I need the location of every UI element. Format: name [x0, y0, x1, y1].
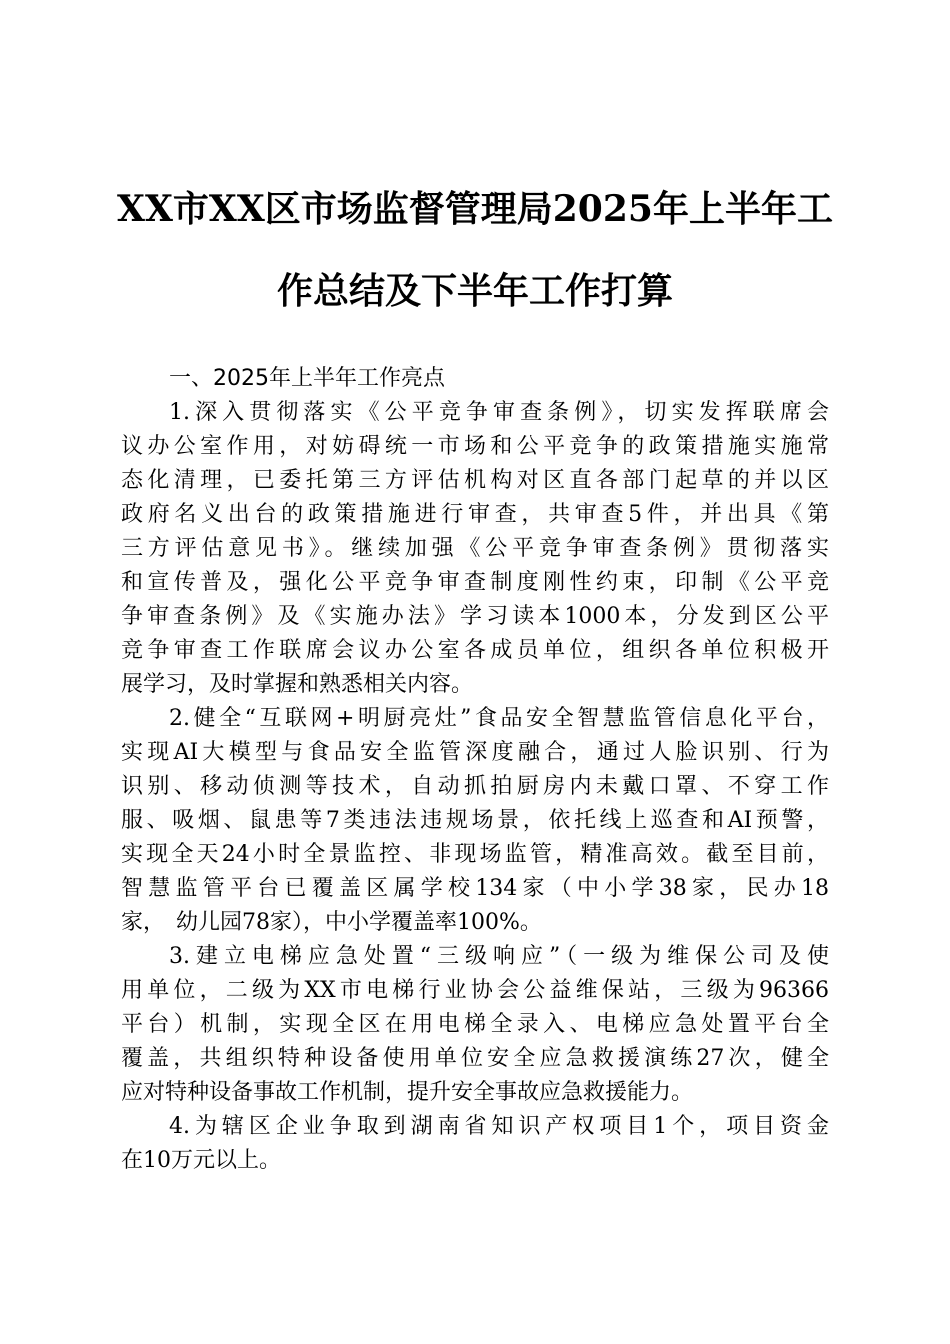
paragraph-1 [121, 396, 829, 702]
document-body [121, 362, 829, 1178]
paragraph-line: 家， 幼儿园78家），中小学覆盖率100%。 [121, 910, 542, 935]
paragraph-line: 竞争审查工作联席会议办公室各成员单位，组织各单位积极开 [121, 638, 829, 663]
paragraph-line: 和宣传普及，强化公平竞争审查制度刚性约束，印制《公平竞 [121, 570, 829, 595]
paragraph-line: 争审查条例》及《实施办法》学习读本1000本，分发到区公平 [121, 604, 829, 629]
paragraph-line: 识别、移动侦测等技术，自动抓拍厨房内未戴口罩、不穿工作 [121, 774, 829, 799]
section-heading: 一、2025年上半年工作亮点 [169, 366, 445, 391]
paragraph-line: 态化清理，已委托第三方评估机构对区直各部门起草的并以区 [121, 468, 829, 493]
paragraph-line: 用单位，二级为XX市电梯行业协会公益维保站，三级为96366 [121, 978, 829, 1003]
paragraph-line: 展学习，及时掌握和熟悉相关内容。 [121, 672, 474, 697]
paragraph-line: 应对特种设备事故工作机制，提升安全事故应急救援能力。 [121, 1080, 694, 1105]
paragraph-line: 智慧监管平台已覆盖区属学校134家（中小学38家，民办18 [121, 876, 829, 901]
paragraph-2 [121, 702, 829, 940]
title-line-2: 作总结及下半年工作打算 [276, 270, 673, 312]
paragraph-3 [121, 940, 829, 1110]
paragraph-line: 实现全天24小时全景监控、非现场监管，精准高效。截至目前， [121, 842, 829, 867]
paragraph-line: 在10万元以上。 [121, 1148, 281, 1173]
paragraph-line: 覆盖，共组织特种设备使用单位安全应急救援演练27次，健全 [121, 1046, 829, 1071]
paragraph-line: 三方评估意见书》。继续加强《公平竞争审查条例》贯彻落实 [121, 536, 829, 561]
paragraph-line: 政府名义出台的政策措施进行审查，共审查5件，并出具《第 [121, 502, 829, 527]
document-title [110, 168, 840, 332]
title-line-1: XX市XX区市场监督管理局2025年上半年工 [117, 188, 833, 230]
paragraph-line: 服、吸烟、鼠患等7类违法违规场景，依托线上巡查和AI预警， [121, 808, 829, 833]
paragraph-line: 2.健全“互联网+明厨亮灶”食品安全智慧监管信息化平台， [169, 706, 829, 731]
paragraph-line: 议办公室作用，对妨碍统一市场和公平竞争的政策措施实施常 [121, 434, 829, 459]
paragraph-line: 1.深入贯彻落实《公平竞争审查条例》，切实发挥联席会 [169, 400, 829, 425]
paragraph-line: 4.为辖区企业争取到湖南省知识产权项目1个，项目资金 [169, 1114, 829, 1139]
paragraph-line: 3.建立电梯应急处置“三级响应”（一级为维保公司及使 [169, 944, 829, 969]
paragraph-4 [121, 1110, 829, 1178]
paragraph-line: 实现AI大模型与食品安全监管深度融合，通过人脸识别、行为 [121, 740, 829, 765]
paragraph-line: 平台）机制，实现全区在用电梯全录入、电梯应急处置平台全 [121, 1012, 829, 1037]
